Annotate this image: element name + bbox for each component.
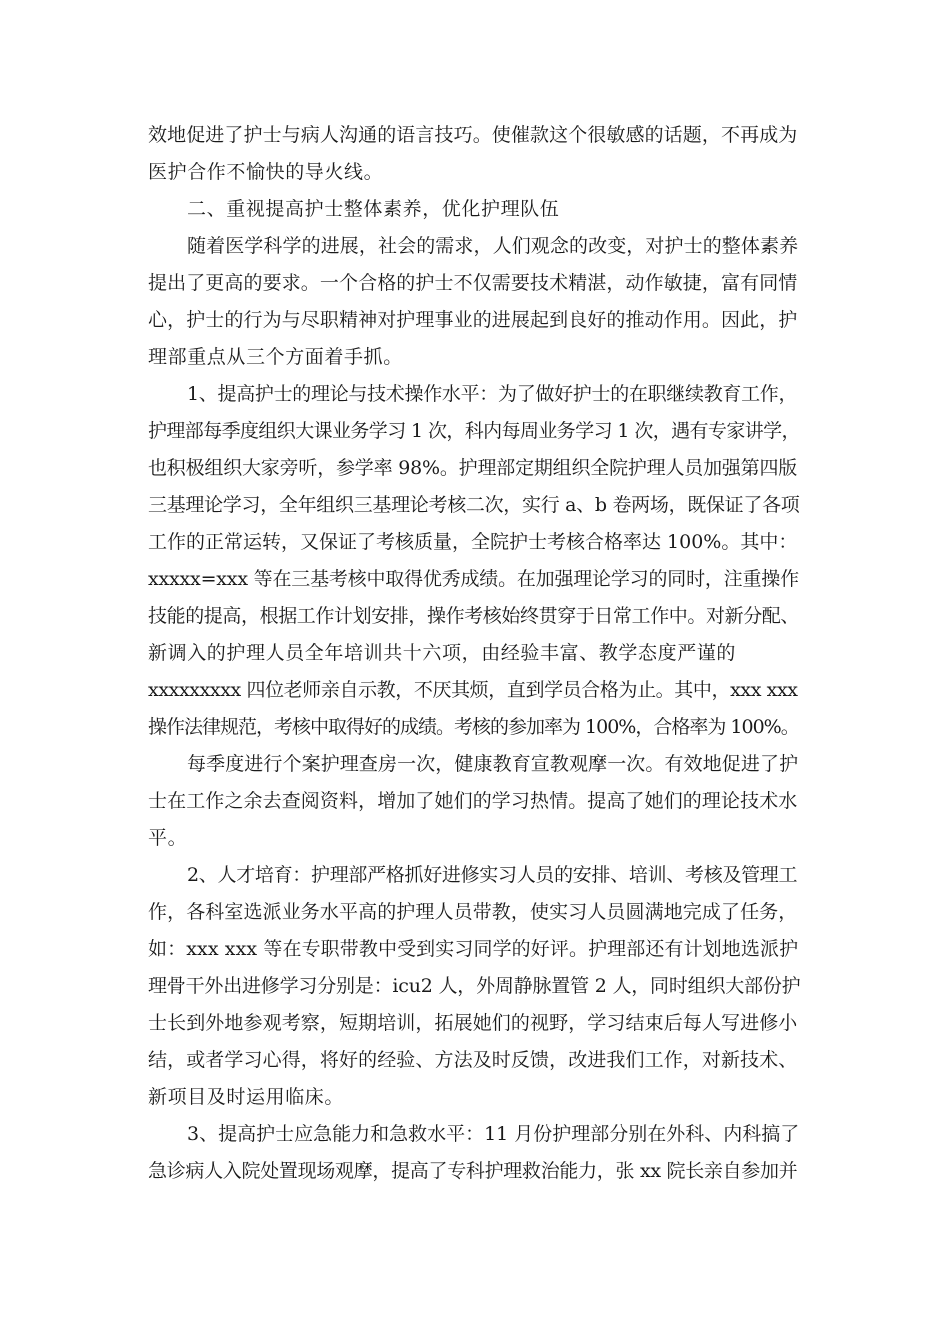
text-line: 提出了更高的要求。一个合格的护士不仅需要技术精湛，动作敏捷，富有同情 <box>148 272 798 294</box>
text-line: xxxxx=xxx 等在三基考核中取得优秀成绩。在加强理论学习的同时，注重操作 <box>148 568 799 590</box>
text-line: 结，或者学习心得，将好的经验、方法及时反馈，改进我们工作，对新技术、 <box>148 1049 798 1071</box>
text-line: xxxxxxxxx 四位老师亲自示教，不厌其烦，直到学员合格为止。其中，xxx xxx <box>148 679 798 701</box>
text-line: 护理部每季度组织大课业务学习 1 次，科内每周业务学习 1 次，遇有专家讲学， <box>148 420 800 442</box>
text-line: 作，各科室选派业务水平高的护理人员带教，使实习人员圆满地完成了任务， <box>148 901 798 923</box>
text-line: 工作的正常运转，又保证了考核质量，全院护士考核合格率达 100%。其中： <box>148 531 798 553</box>
text-line: 急诊病人入院处置现场观摩，提高了专科护理救治能力，张 xx 院长亲自参加并 <box>148 1160 798 1182</box>
text-line: 每季度进行个案护理查房一次，健康教育宣教观摩一次。有效地促进了护 <box>187 753 799 775</box>
text-line: 平。 <box>148 827 188 849</box>
text-line: 心，护士的行为与尽职精神对护理事业的进展起到良好的推动作用。因此，护 <box>148 309 798 331</box>
text-line: 三基理论学习，全年组织三基理论考核二次，实行 a、b 卷两场，既保证了各项 <box>148 494 800 516</box>
text-line: 操作法律规范，考核中取得好的成绩。考核的参加率为 100%，合格率为 100%。 <box>148 716 799 738</box>
text-line: 医护合作不愉快的导火线。 <box>148 161 384 183</box>
text-line: 也积极组织大家旁听，参学率 98%。护理部定期组织全院护理人员加强第四版 <box>148 457 798 479</box>
text-line: 如：xxx xxx 等在专职带教中受到实习同学的好评。护理部还有计划地选派护 <box>148 938 799 960</box>
text-line: 士在工作之余去查阅资料，增加了她们的学习热情。提高了她们的理论技术水 <box>148 790 798 812</box>
text-line: 随着医学科学的进展，社会的需求，人们观念的改变，对护士的整体素养 <box>187 235 799 257</box>
text-line: 理部重点从三个方面着手抓。 <box>148 346 403 368</box>
text-line: 新项目及时运用临床。 <box>148 1086 345 1108</box>
text-line: 理骨干外出进修学习分别是：icu2 人，外周静脉置管 2 人，同时组织大部份护 <box>148 975 801 997</box>
text-line: 3、提高护士应急能力和急救水平：11 月份护理部分别在外科、内科搞了 <box>187 1123 800 1145</box>
section-heading: 二、重视提高护士整体素养，优化护理队伍 <box>187 198 560 220</box>
text-line: 2、人才培育：护理部严格抓好进修实习人员的安排、培训、考核及管理工 <box>187 864 798 886</box>
text-line: 1、提高护士的理论与技术操作水平：为了做好护士的在职继续教育工作， <box>187 383 798 405</box>
text-line: 技能的提高，根据工作计划安排，操作考核始终贯穿于日常工作中。对新分配、 <box>148 605 800 627</box>
text-line: 士长到外地参观考察，短期培训，拓展她们的视野，学习结束后每人写进修小 <box>148 1012 798 1034</box>
text-line: 新调入的护理人员全年培训共十六项，由经验丰富、教学态度严谨的 <box>148 642 737 664</box>
text-line: 效地促进了护士与病人沟通的语言技巧。使催款这个很敏感的话题，不再成为 <box>148 124 798 146</box>
